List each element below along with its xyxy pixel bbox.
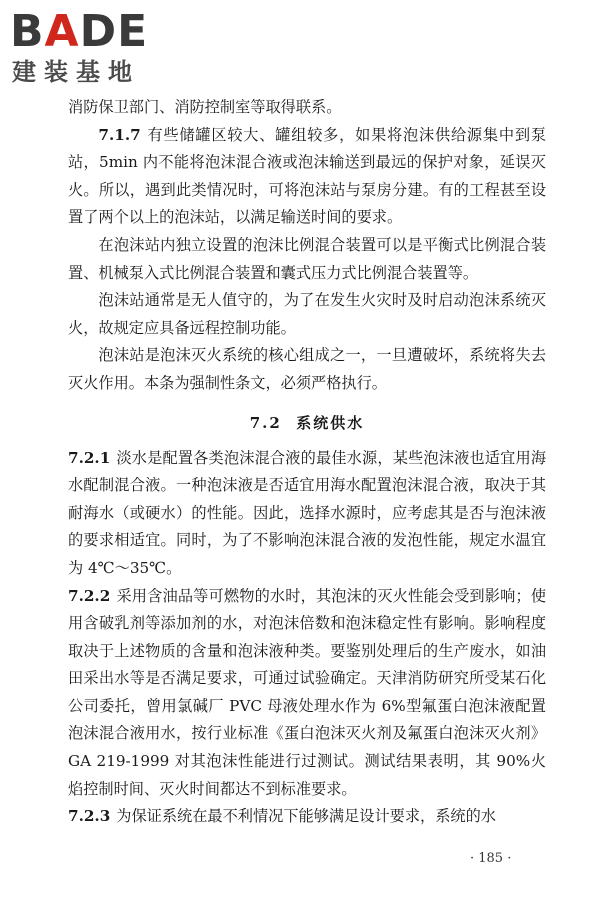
clause-number: 7.1.7 — [98, 125, 141, 144]
paragraph: 消防保卫部门、消防控制室等取得联系。 — [68, 98, 342, 116]
paragraph: 泡沫站通常是无人值守的，为了在发生火灾时及时启动泡沫系统灭火，故规定应具备远程控制功能。 — [68, 291, 546, 337]
paragraph: 7.2.1 淡水是配置各类泡沫混合液的最佳水源，某些泡沫液也适宜用海水配制混合液。一种泡沫液是否适宜用海水配置泡沫混合液，取决于其耐海水（或硬水）的性能。因此，选择水源时，应考虑其是否与泡沫液的要求相适宜。同时，为了不影响泡沫混合液的发泡性能，规定水温宜为 4℃～35℃。 — [68, 448, 546, 577]
section-title: 系统供水 — [296, 413, 365, 432]
clause-number: 7.2.3 — [68, 807, 111, 826]
logo-subtitle: 建装基地 — [12, 58, 140, 86]
document-body — [68, 94, 546, 831]
paragraph: 在泡沫站内独立设置的泡沫比例混合装置可以是平衡式比例混合装置、机械泵入式比例混合装置和囊式压力式比例混合装置等。 — [68, 235, 546, 282]
clause-number: 7.2.2 — [68, 586, 111, 605]
paragraph: 7.2.2 采用含油品等可燃物的水时，其泡沫的灭火性能会受到影响；使用含破乳剂等添加剂的水，对泡沫倍数和泡沫稳定性有影响。影响程度取决于上述物质的含量和泡沫液种类。要鉴别处理后的生产废水，如油田采出水等是否满足要求，可通过试验确定。天津消防研究所受某石化公司委托，曾用氯碱厂 PVC 母液处理水作为 6%型氟蛋白泡沫液配置泡沫混合液用水，按行业标准《蛋白泡沫灭火剂及氟蛋白泡沫灭火剂》GA 219-1999 对其泡沫性能进行过测试。测试结果表明，其 90%火焰控制时间、灭火时间都达不到标准要求。 — [68, 586, 546, 798]
paragraph: 泡沫站是泡沫灭火系统的核心组成之一，一旦遭破坏，系统将失去灭火作用。本条为强制性条文，必须严格执行。 — [68, 346, 546, 392]
paragraph: 7.1.7 有些储罐区较大、罐组较多，如果将泡沫供给源集中到泵站，5min 内不能将泡沫混合液或泡沫输送到最远的保护对象，延误灭火。所以，遇到此类情况时，可将泡沫站与泵房分建。有的工程甚至设置了两个以上的泡沫站，以满足输送时间的要求。 — [68, 125, 546, 227]
clause-number: 7.2.1 — [68, 448, 111, 467]
logo-accent-letter: A — [44, 6, 80, 57]
page-number: · 185 · — [470, 851, 512, 866]
paragraph: 7.2.3 为保证系统在最不利情况下能够满足设计要求，系统的水 — [68, 807, 496, 826]
section-heading — [68, 412, 546, 433]
logo-brand: BADE — [10, 6, 149, 57]
logo — [10, 8, 180, 88]
section-number: 7.2 — [249, 413, 282, 432]
